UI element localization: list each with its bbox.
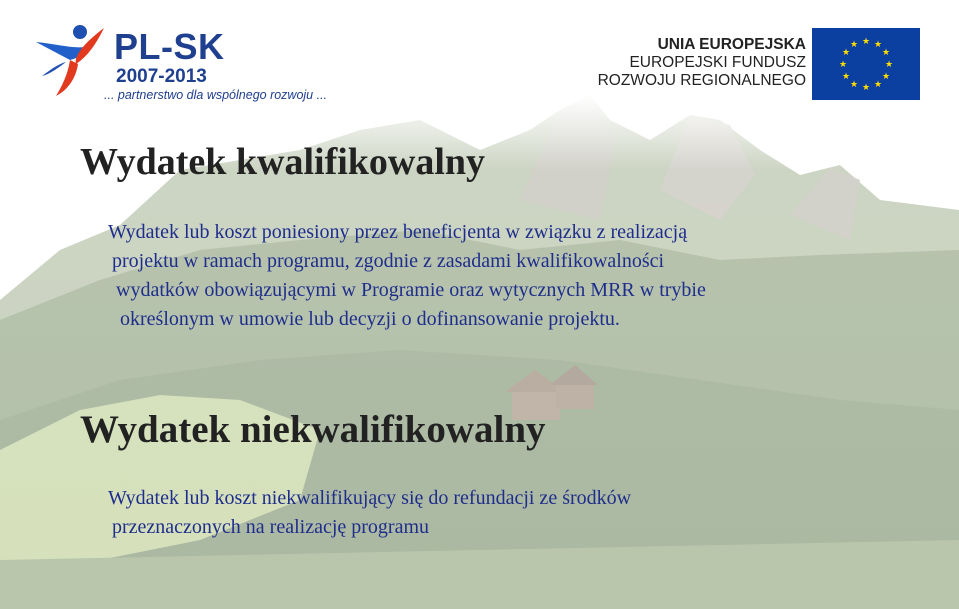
- ineligible-expense-definition: [108, 484, 631, 542]
- plsk-figure-icon: [28, 20, 112, 100]
- svg-text:★: ★: [861, 37, 871, 47]
- definition-line: przeznaczonych na realizację programu: [112, 516, 430, 538]
- eu-logo-block: [597, 34, 932, 104]
- svg-text:★: ★: [873, 40, 883, 50]
- svg-text:★: ★: [849, 80, 859, 90]
- svg-text:★: ★: [881, 72, 891, 82]
- svg-text:★: ★: [838, 60, 848, 70]
- program-name: PL-SK: [114, 26, 225, 67]
- eu-fund-label-line2: ROZWOJU REGIONALNEGO: [597, 72, 806, 89]
- program-slogan: ... partnerstwo dla wspólnego rozwoju ...: [104, 88, 328, 102]
- svg-text:★: ★: [841, 48, 851, 58]
- svg-text:★: ★: [841, 72, 851, 82]
- definition-line: Wydatek lub koszt niekwalifikujący się do refundacji ze środków: [108, 487, 632, 509]
- svg-text:★: ★: [881, 48, 891, 58]
- svg-text:★: ★: [873, 80, 883, 90]
- eu-flag-icon: [812, 28, 920, 100]
- definition-line: Wydatek lub koszt poniesiony przez beneficjenta w związku z realizacją: [108, 221, 688, 243]
- eligible-expense-definition: [108, 218, 706, 334]
- definition-line: wydatków obowiązującymi w Programie oraz wytycznych MRR w trybie: [116, 279, 706, 301]
- section-title-eligible-expense: Wydatek kwalifikowalny: [80, 141, 486, 183]
- svg-text:★: ★: [849, 40, 859, 50]
- definition-line: projektu w ramach programu, zgodnie z zasadami kwalifikowalności: [112, 250, 665, 272]
- svg-text:★: ★: [884, 60, 894, 70]
- eu-fund-label-line1: EUROPEJSKI FUNDUSZ: [629, 54, 806, 71]
- plsk-program-logo: [28, 20, 348, 105]
- svg-text:★: ★: [861, 83, 871, 93]
- definition-line: określonym w umowie lub decyzji o dofinansowanie projektu.: [120, 308, 620, 330]
- program-years: 2007-2013: [116, 66, 207, 87]
- eu-name-label: UNIA EUROPEJSKA: [657, 36, 806, 53]
- section-title-ineligible-expense: Wydatek niekwalifikowalny: [80, 408, 546, 451]
